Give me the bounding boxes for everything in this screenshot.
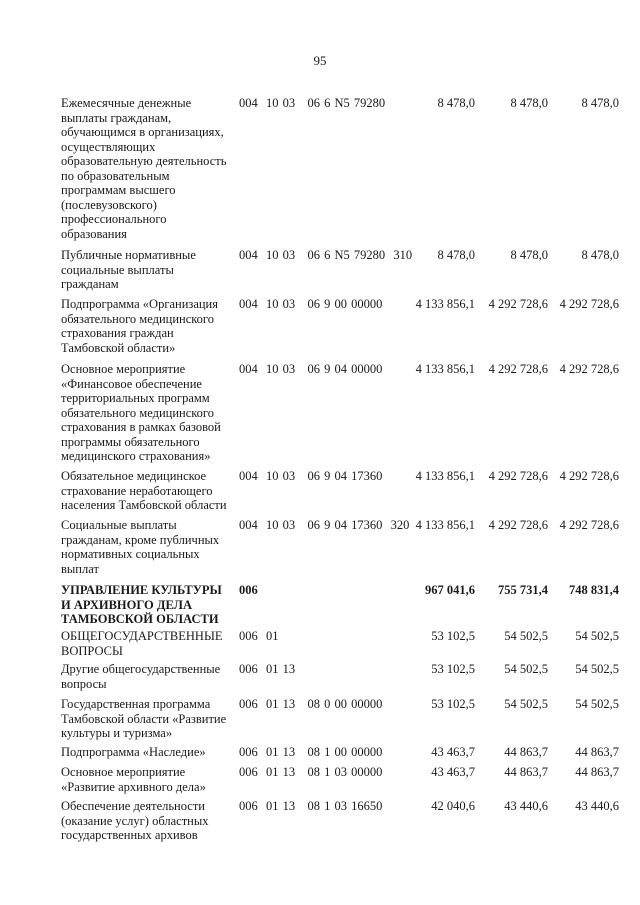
row-value-2: 4 292 728,6 [488, 469, 548, 483]
row-value-2: 54 502,5 [504, 629, 548, 643]
row-code: 004 10 03 06 6 N5 79280 [239, 96, 386, 110]
row-value-2: 4 292 728,6 [488, 518, 548, 532]
row-name: Обеспечение деятельности (оказание услуг) областных государственных архивов [61, 799, 209, 842]
row-value-1: 4 133 856,1 [415, 362, 475, 376]
page-number: 95 [313, 53, 327, 68]
row-value-3: 54 502,5 [575, 629, 619, 643]
row-value-3: 748 831,4 [569, 583, 619, 597]
row-value-3: 8 478,0 [581, 96, 619, 110]
row-value-1: 43 463,7 [431, 765, 475, 779]
row-value-3: 4 292 728,6 [559, 518, 619, 532]
row-name: Другие общегосударственные вопросы [61, 662, 221, 691]
row-name: Основное мероприятие «Финансовое обеспечение территориальных программ обязательного медицинского страхования в рамках базовой программы обязательного медицинского страхования» [61, 362, 221, 463]
row-value-1: 53 102,5 [431, 662, 475, 676]
row-value-1: 4 133 856,1 [415, 469, 475, 483]
row-value-1: 42 040,6 [431, 799, 475, 813]
row-value-3: 4 292 728,6 [559, 362, 619, 376]
row-code: 006 01 13 08 0 00 00000 [239, 697, 383, 711]
row-value-3: 44 863,7 [575, 745, 619, 759]
row-value-3: 43 440,6 [575, 799, 619, 813]
row-name: Ежемесячные денежные выплаты гражданам, обучающимся в организациях, осуществляющих образовательную деятельность по образовательным программам высшего (послевузовского) профессионального образования [61, 96, 227, 241]
row-name: Подпрограмма «Организация обязательного медицинского страхования граждан Тамбовской области» [61, 297, 218, 355]
row-name: Подпрограмма «Наследие» [61, 745, 206, 759]
row-value-1: 4 133 856,1 [415, 518, 475, 532]
row-code: 004 10 03 06 9 04 17360 [239, 469, 383, 483]
row-code: 006 01 13 08 1 00 00000 [239, 745, 383, 759]
row-value-3: 4 292 728,6 [559, 297, 619, 311]
row-code: 004 10 03 06 9 04 00000 [239, 362, 383, 376]
row-code: 006 01 13 08 1 03 16650 [239, 799, 383, 813]
row-code: 006 01 13 08 1 03 00000 [239, 765, 383, 779]
row-name: ОБЩЕГОСУДАРСТВЕННЫЕ ВОПРОСЫ [61, 629, 223, 658]
row-value-2: 8 478,0 [510, 248, 548, 262]
row-value-2: 8 478,0 [510, 96, 548, 110]
row-name: Государственная программа Тамбовской области «Развитие культуры и туризма» [61, 697, 227, 740]
row-code: 004 10 03 06 9 00 00000 [239, 297, 383, 311]
row-value-2: 44 863,7 [504, 765, 548, 779]
row-value-3: 8 478,0 [581, 248, 619, 262]
row-value-1: 4 133 856,1 [415, 297, 475, 311]
row-value-1: 8 478,0 [437, 248, 475, 262]
row-value-2: 4 292 728,6 [488, 362, 548, 376]
row-value-2: 4 292 728,6 [488, 297, 548, 311]
row-value-3: 4 292 728,6 [559, 469, 619, 483]
row-name: Публичные нормативные социальные выплаты гражданам [61, 248, 196, 291]
row-code: 004 10 03 06 9 04 17360 320 [239, 518, 410, 532]
row-value-2: 44 863,7 [504, 745, 548, 759]
row-value-3: 54 502,5 [575, 697, 619, 711]
row-code: 006 [239, 583, 258, 597]
row-value-1: 967 041,6 [425, 583, 475, 597]
row-value-1: 53 102,5 [431, 629, 475, 643]
row-value-1: 8 478,0 [437, 96, 475, 110]
row-code: 004 10 03 06 6 N5 79280 310 [239, 248, 413, 262]
row-code: 006 01 13 [239, 662, 296, 676]
row-value-2: 54 502,5 [504, 662, 548, 676]
row-name: УПРАВЛЕНИЕ КУЛЬТУРЫ И АРХИВНОГО ДЕЛА ТАМБОВСКОЙ ОБЛАСТИ [61, 583, 222, 626]
row-value-1: 43 463,7 [431, 745, 475, 759]
row-value-3: 44 863,7 [575, 765, 619, 779]
row-name: Обязательное медицинское страхование неработающего населения Тамбовской области [61, 469, 227, 512]
row-code: 006 01 [239, 629, 279, 643]
row-value-3: 54 502,5 [575, 662, 619, 676]
row-name: Основное мероприятие «Развитие архивного дела» [61, 765, 206, 794]
row-value-2: 43 440,6 [504, 799, 548, 813]
row-value-2: 54 502,5 [504, 697, 548, 711]
row-value-2: 755 731,4 [498, 583, 548, 597]
row-name: Социальные выплаты гражданам, кроме публичных нормативных социальных выплат [61, 518, 220, 576]
row-value-1: 53 102,5 [431, 697, 475, 711]
